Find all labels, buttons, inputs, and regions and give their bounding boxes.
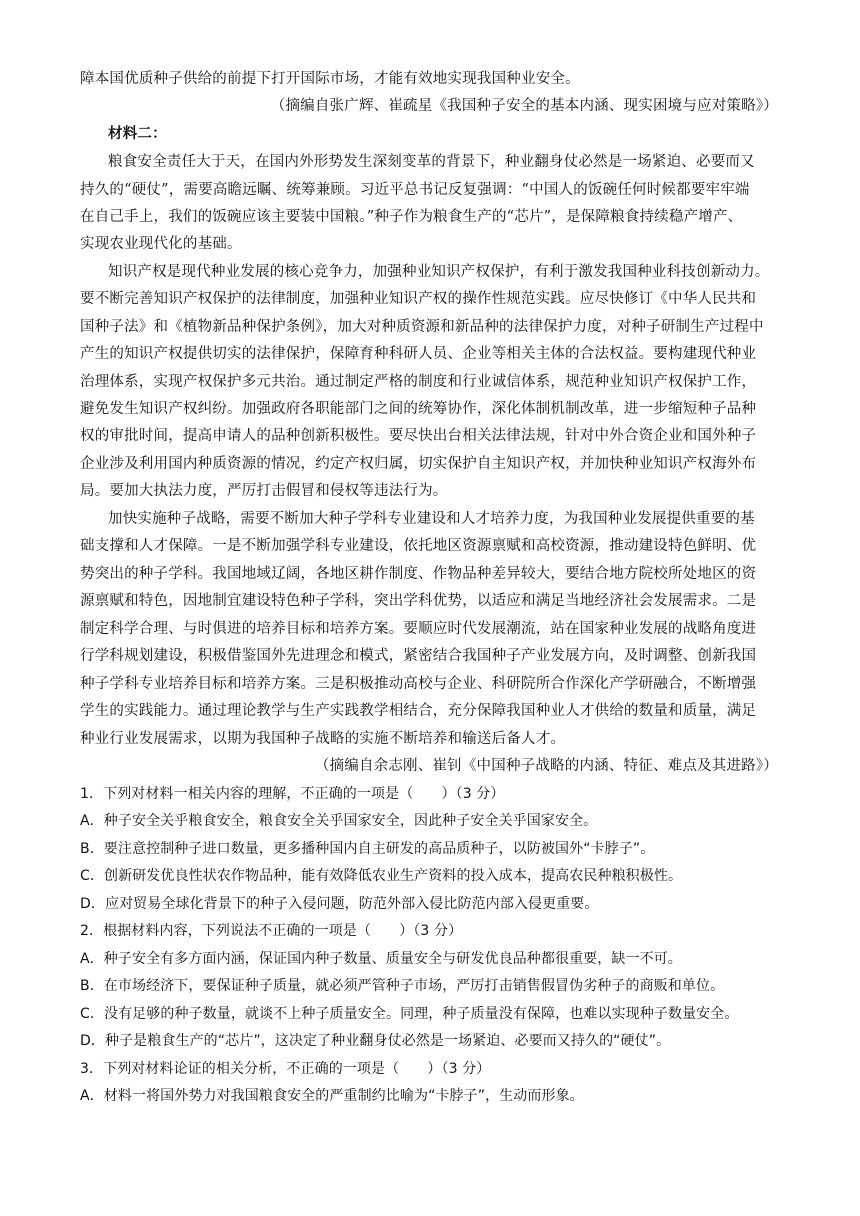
question-3: 3．下列对材料论证的相关分析，不正确的一项是（ ）（3 分） bbox=[80, 1061, 491, 1077]
text-line: 学生的实践能力。通过理论教学与生产实践教学相结合，充分保障我国种业人才供给的数量和质量，满足 bbox=[80, 703, 757, 719]
source-citation: （摘编自余志刚、崔钊《中国种子战略的内涵、特征、难点及其进路》） bbox=[314, 758, 778, 774]
text-line: 权的审批时间，提高申请人的品种创新积极性。要尽快出台相关法律法规，针对中外合资企业和国外种子 bbox=[80, 428, 757, 444]
text-line: 种子学科专业培养目标和培养方案。三是积极推动高校与企业、科研院所合作深化产学研融合，不断增强 bbox=[80, 676, 757, 692]
option-d: D．种子是粮食生产的“芯片”，这决定了种业翻身仗必然是一场紧迫、必要而又持久的“硬仗”。 bbox=[80, 1033, 671, 1049]
text-line: 障本国优质种子供给的前提下打开国际市场，才能有效地实现我国种业安全。 bbox=[80, 71, 580, 87]
text-line: 种业行业发展需求，以期为我国种子战略的实施不断培养和输送后备人才。 bbox=[80, 731, 566, 747]
text-line: 在自己手上，我们的饭碗应该主要装中国粮。”种子作为粮食生产的“芯片”，是保障粮食持续稳产增产、 bbox=[80, 209, 743, 225]
text-line: 企业涉及利用国内种质资源的情况，约定产权归属，切实保护自主知识产权，并加快种业知识产权海外布 bbox=[80, 456, 757, 472]
option-c: C．没有足够的种子数量，就谈不上种子质量安全。同理，种子质量没有保障，也难以实现种子数量安全。 bbox=[80, 1006, 739, 1022]
text-line: 知识产权是现代种业发展的核心竞争力，加强种业知识产权保护，有利于激发我国种业科技创新动力。 bbox=[108, 264, 770, 280]
question-2: 2．根据材料内容，下列说法不正确的一项是（ ）（3 分） bbox=[80, 923, 463, 939]
option-b: B．要注意控制种子进口数量，更多播种国内自主研发的高品质种子，以防被国外“卡脖子”。 bbox=[80, 841, 655, 857]
text-line: 势突出的种子学科。我国地域辽阔，各地区耕作制度、作物品种差异较大，要结合地方院校所处地区的资 bbox=[80, 566, 757, 582]
option-a: A．种子安全有多方面内涵，保证国内种子数量、质量安全与研发优良品种都很重要，缺一不可。 bbox=[80, 951, 682, 967]
option-b: B．在市场经济下，要保证种子质量，就必须严管种子市场，严厉打击销售假冒伪劣种子的商贩和单位。 bbox=[80, 978, 725, 994]
text-line: 治理体系，实现产权保护多元共治。通过制定严格的制度和行业诚信体系，规范种业知识产权保护工作， bbox=[80, 374, 757, 390]
question-1: 1．下列对材料一相关内容的理解，不正确的一项是（ ）（3 分） bbox=[80, 786, 505, 802]
text-line: 国种子法》和《植物新品种保护条例》，加大对种质资源和新品种的法律保护力度，对种子研制生产过程中 bbox=[80, 319, 764, 335]
text-line: 行学科规划建设，积极借鉴国外先进理念和模式，紧密结合我国种子产业发展方向，及时调整、创新我国 bbox=[80, 648, 757, 664]
source-citation: （摘编自张广辉、崔疏星《我国种子安全的基本内涵、现实困境与应对策略》） bbox=[270, 98, 778, 114]
text-line: 要不断完善知识产权保护的法律制度，加强种业知识产权的操作性规范实践。应尽快修订《中华人民共和 bbox=[80, 291, 757, 307]
text-line: 持久的“硬仗”，需要高瞻远瞩、统筹兼顾。习近平总书记反复强调：“中国人的饭碗任何时候都要牢牢端 bbox=[80, 182, 750, 198]
text-line: 础支撑和人才保障。一是不断加强学科专业建设，依托地区资源禀赋和高校资源，推动建设特色鲜明、优 bbox=[80, 538, 757, 554]
text-line: 源禀赋和特色，因地制宜建设特色种子学科，突出学科优势，以适应和满足当地经济社会发展需求。二是 bbox=[80, 593, 757, 609]
text-line: 局。要加大执法力度，严厉打击假冒和侵权等违法行为。 bbox=[80, 483, 448, 499]
text-line: 制定科学合理、与时俱进的培养目标和培养方案。要顺应时代发展潮流，站在国家种业发展的战略角度进 bbox=[80, 621, 757, 637]
text-line: 产生的知识产权提供切实的法律保护，保障育种科研人员、企业等相关主体的合法权益。要构建现代种业 bbox=[80, 346, 757, 362]
option-d: D．应对贸易全球化背景下的种子入侵问题，防范外部入侵比防范内部入侵更重要。 bbox=[80, 896, 599, 912]
option-c: C．创新研发优良性状农作物品种，能有效降低农业生产资料的投入成本，提高农民种粮积极性。 bbox=[80, 868, 683, 884]
text-line: 实现农业现代化的基础。 bbox=[80, 236, 242, 252]
text-line: 加快实施种子战略，需要不断加大种子学科专业建设和人才培养力度，为我国种业发展提供重要的基 bbox=[108, 511, 755, 527]
section-heading: 材料二： bbox=[108, 125, 167, 142]
option-a: A．种子安全关乎粮食安全，粮食安全关乎国家安全，因此种子安全关乎国家安全。 bbox=[80, 813, 598, 829]
text-line: 避免发生知识产权纠纷。加强政府各职能部门之间的统筹协作，深化体制机制改革，进一步缩短种子品种 bbox=[80, 401, 757, 417]
option-a: A．材料一将国外势力对我国粮食安全的严重制约比喻为“卡脖子”，生动而形象。 bbox=[80, 1088, 584, 1104]
text-line: 粮食安全责任大于天，在国内外形势发生深刻变革的背景下，种业翻身仗必然是一场紧迫、必要而又 bbox=[108, 154, 755, 170]
